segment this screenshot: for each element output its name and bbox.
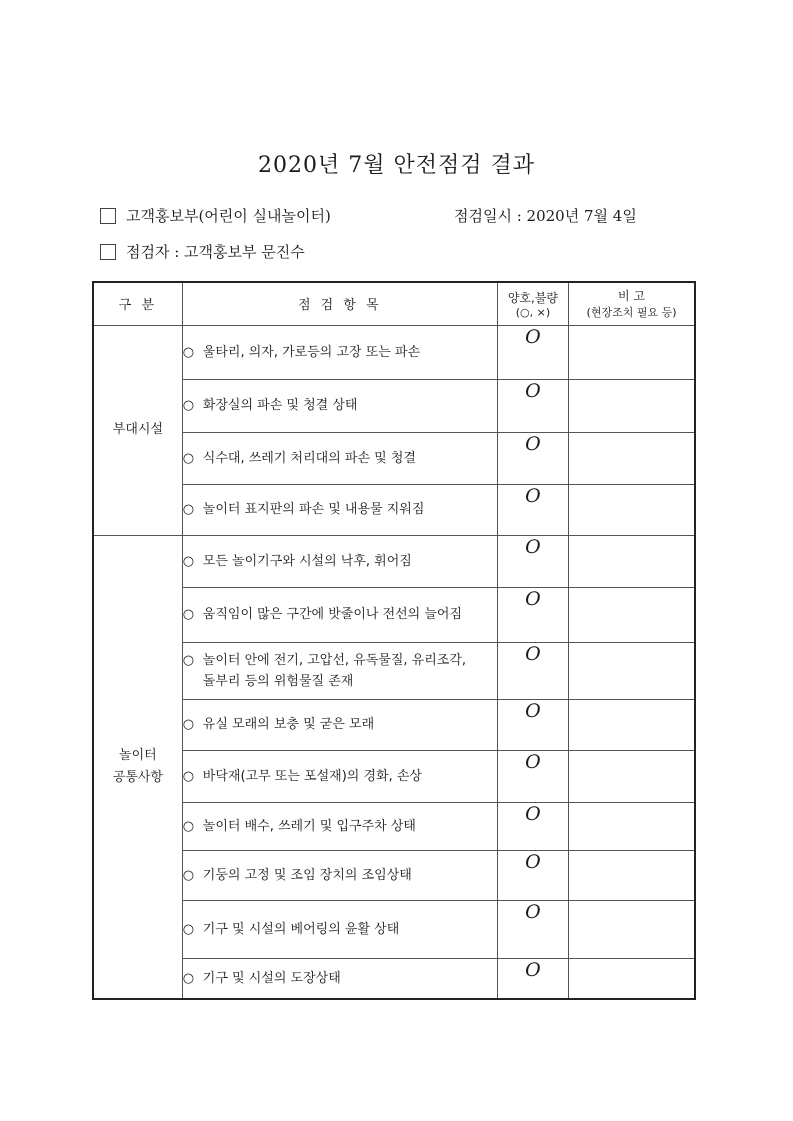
note-cell [569,750,695,802]
result-mark: O [497,900,568,958]
header-note-line2: (현장조치 필요 등) [586,306,677,320]
table-row [93,699,695,750]
check-item: ○ 바닥재(고무 또는 포설재)의 경화, 손상 [182,750,497,802]
table-row [93,802,695,850]
table-row [93,484,695,535]
table-row [93,587,695,642]
table-row [93,379,695,432]
result-mark: O [497,484,568,535]
checkbox-icon [100,244,116,260]
note-cell [569,325,695,379]
bullet-icon: ○ [182,398,195,413]
result-mark: O [497,699,568,750]
result-mark: O [497,642,568,699]
bullet-icon: ○ [182,450,195,466]
document-title: 2020년 7월 안전점검 결과 [258,153,535,178]
header-note-line1: 비 고 [618,289,646,304]
result-mark: O [497,850,568,900]
note-cell [569,900,695,958]
note-cell [569,379,695,432]
bullet-icon: ○ [182,607,195,622]
inspector-line [100,241,305,262]
check-item: ○ 기구 및 시설의 도장상태 [182,958,497,999]
category-cell: 부대시설 [93,325,182,535]
header-category: 구 분 [93,282,182,325]
check-item: ○ 모든 놀이기구와 시설의 낙후, 휘어짐 [182,535,497,587]
table-row [93,850,695,900]
check-item: ○ 움직임이 많은 구간에 밧줄이나 전선의 늘어짐 [182,587,497,642]
result-mark: O [497,379,568,432]
check-item: ○ 놀이터 안에 전기, 고압선, 유독물질, 유리조각, 돌부리 등의 위험물질 존재 [182,642,497,699]
header-result-line1: 양호,불량 [507,290,559,305]
bullet-icon: ○ [182,344,195,360]
header-note [569,282,695,325]
bullet-icon: ○ [182,768,195,784]
check-item: ○ 식수대, 쓰레기 처리대의 파손 및 청결 [182,432,497,484]
inspection-table [92,281,696,1000]
note-cell [569,802,695,850]
bullet-icon: ○ [182,970,195,986]
check-item: ○ 유실 모래의 보충 및 굳은 모래 [182,699,497,750]
note-cell [569,642,695,699]
result-mark: O [497,432,568,484]
category-line2: 공통사항 [112,769,163,785]
facility-name: 고객홍보부(어린이 실내놀이터) [126,207,331,225]
table-row [93,432,695,484]
result-mark: O [497,587,568,642]
table-row [93,900,695,958]
result-mark: O [497,802,568,850]
table-header-row [93,282,695,325]
check-item: ○ 놀이터 배수, 쓰레기 및 입구주차 상태 [182,802,497,850]
bullet-icon: ○ [182,921,195,937]
table-row [93,958,695,999]
check-item: ○ 화장실의 파손 및 청결 상태 [182,379,497,432]
bullet-icon: ○ [182,502,195,517]
table-row [93,750,695,802]
bullet-icon: ○ [182,717,195,732]
inspector-name: 점검자 : 고객홍보부 문진수 [126,243,305,261]
header-result-line2: (○, ×) [515,305,551,319]
result-mark: O [497,958,568,999]
result-mark: O [497,750,568,802]
note-cell [569,587,695,642]
facility-line [100,205,331,226]
category-cell [93,535,182,999]
checkbox-icon [100,208,116,224]
bullet-icon: ○ [182,553,195,569]
category-line1: 놀이터 [119,747,157,763]
note-cell [569,850,695,900]
check-item: ○ 놀이터 표지판의 파손 및 내용물 지워짐 [182,484,497,535]
table-row [93,642,695,699]
note-cell [569,535,695,587]
check-item: ○ 울타리, 의자, 가로등의 고장 또는 파손 [182,325,497,379]
header-result [497,282,568,325]
note-cell [569,432,695,484]
check-item: ○ 기둥의 고정 및 조임 장치의 조임상태 [182,850,497,900]
bullet-icon: ○ [182,652,195,668]
bullet-icon: ○ [182,818,195,834]
note-cell [569,958,695,999]
note-cell [569,699,695,750]
result-mark: O [497,325,568,379]
inspection-date: 점검일시 : 2020년 7월 4일 [454,207,637,225]
bullet-icon: ○ [182,867,195,883]
table-row [93,535,695,587]
table-row [93,325,695,379]
header-item: 점 검 항 목 [182,282,497,325]
note-cell [569,484,695,535]
check-item: ○ 기구 및 시설의 베어링의 윤활 상태 [182,900,497,958]
result-mark: O [497,535,568,587]
